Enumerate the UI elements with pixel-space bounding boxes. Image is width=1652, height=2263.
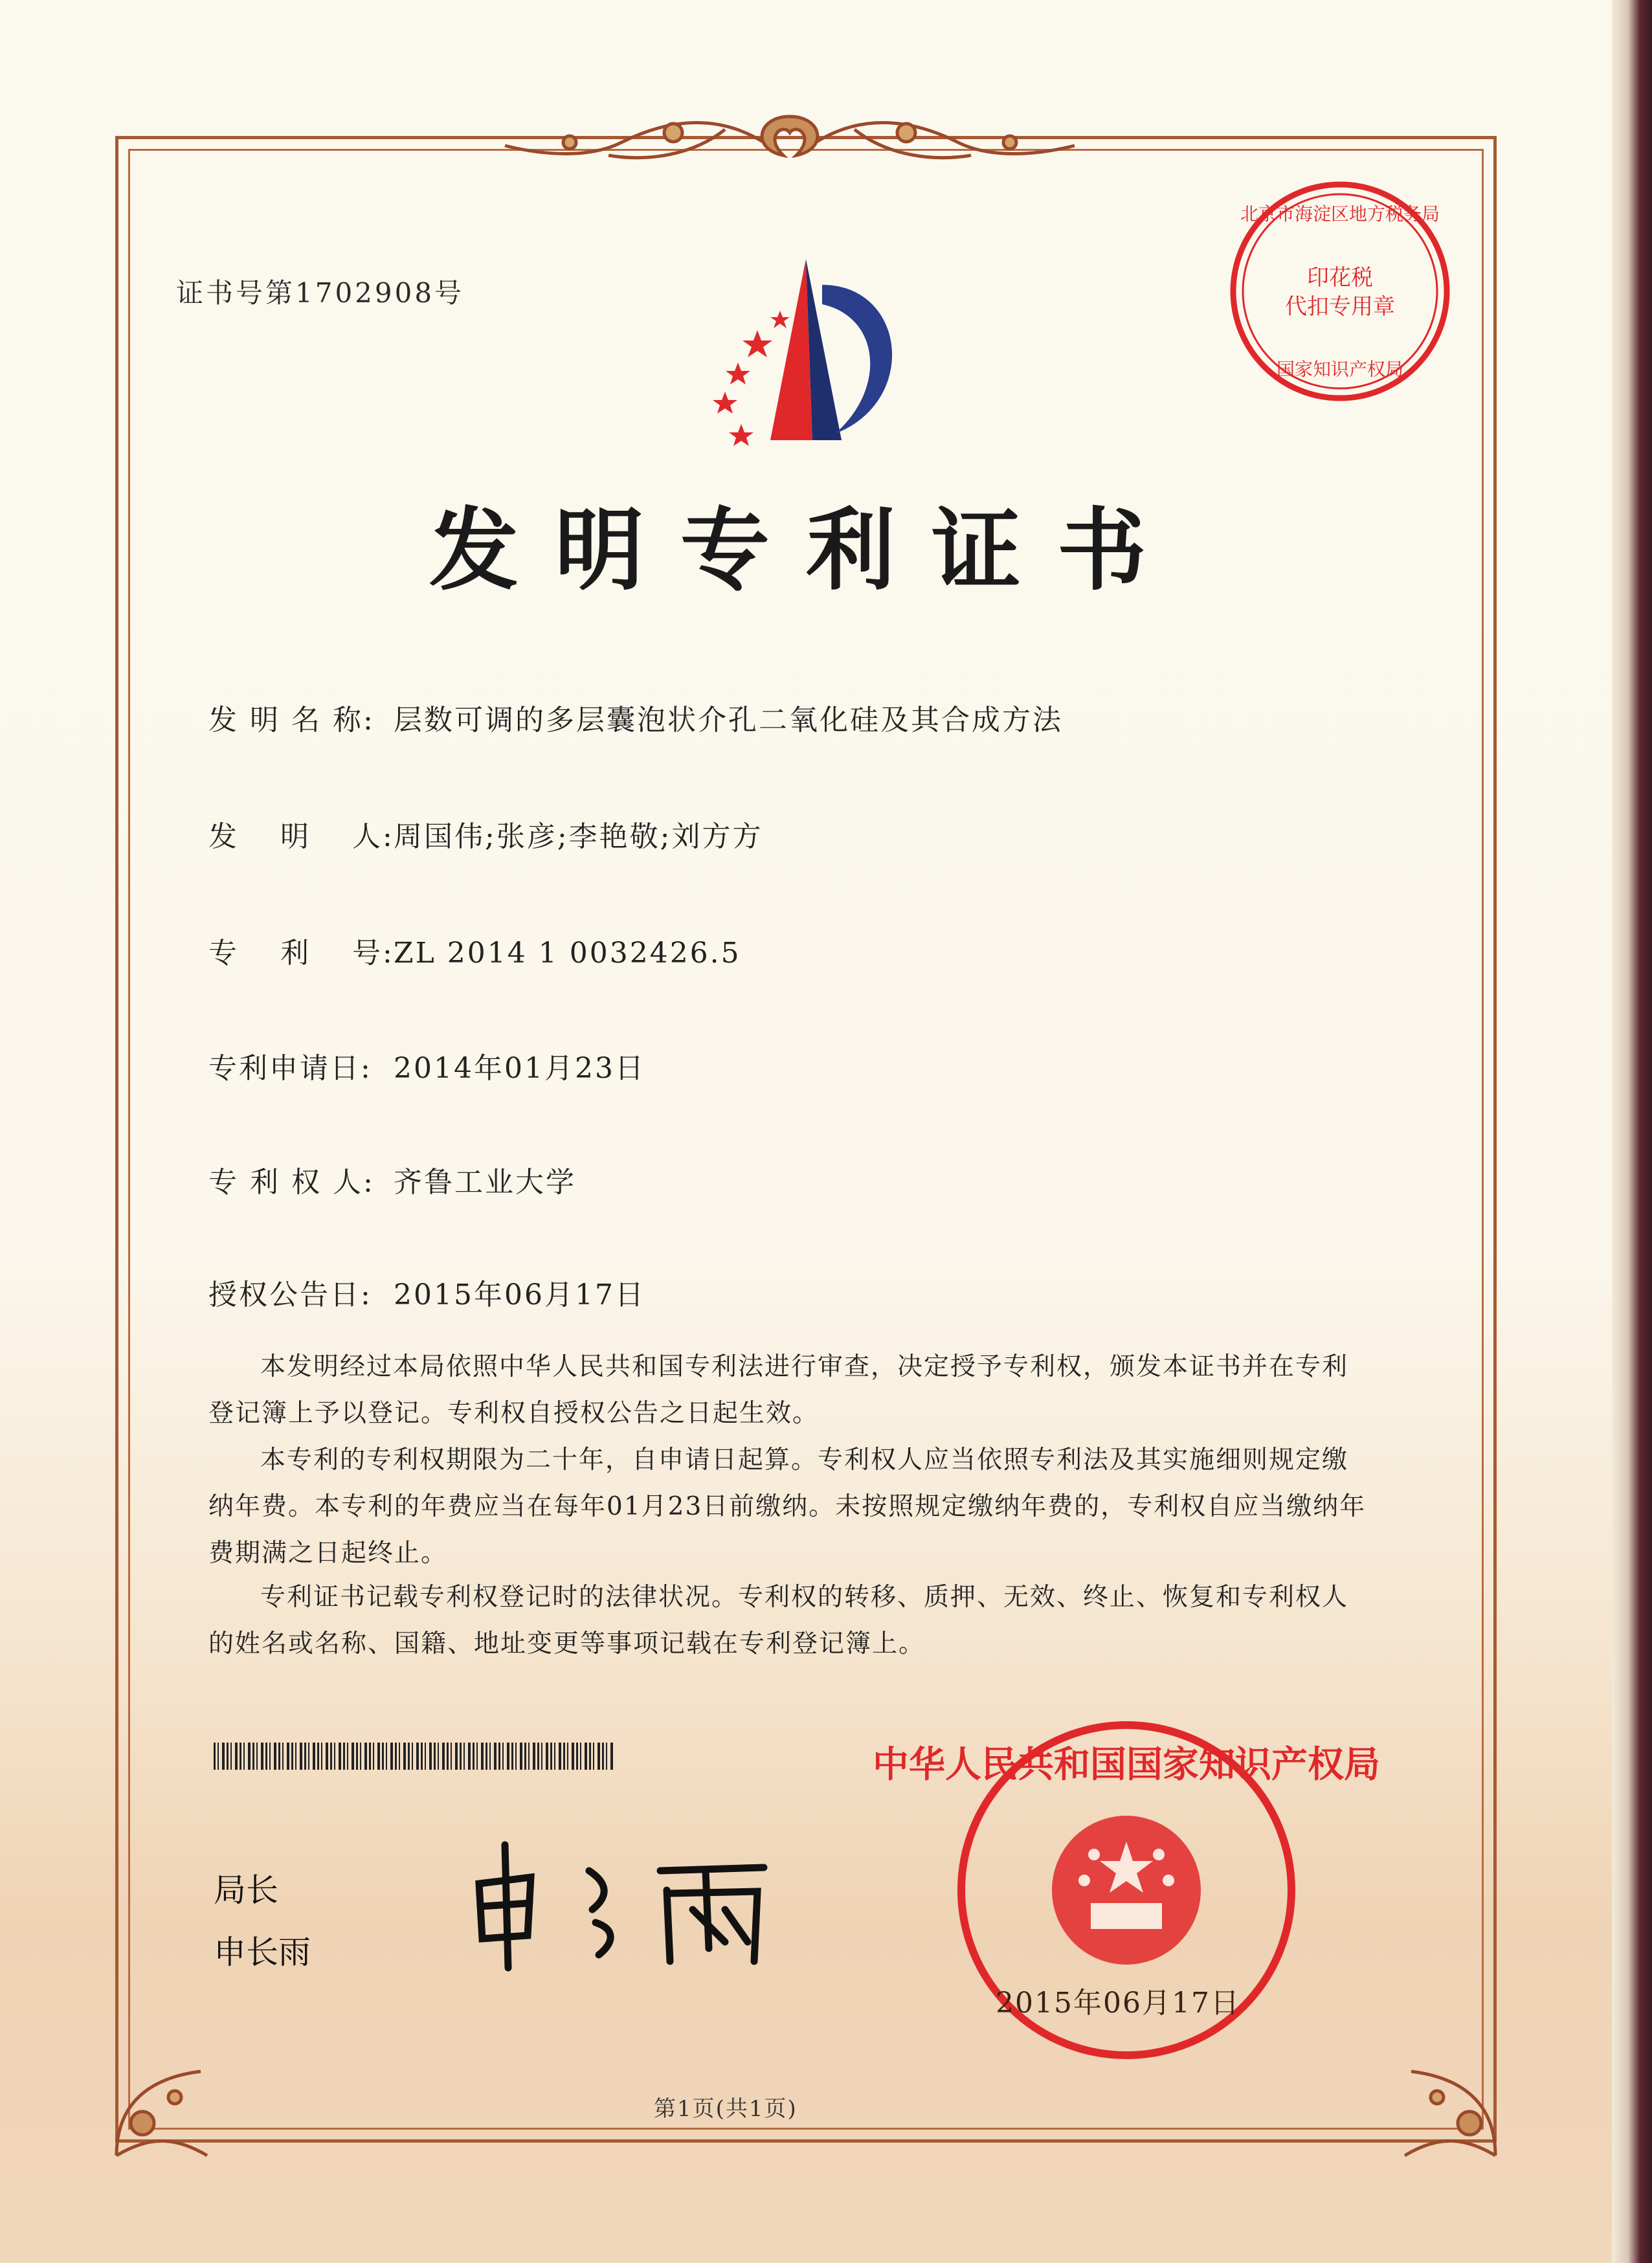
tax-stamp-line1: 印花税 [1307,265,1373,291]
field-value: 2014年01月23日 [394,1052,645,1085]
bottom-right-ornament [1372,2026,1515,2175]
body-paragraph-2: 本专利的专利权期限为二十年，自申请日起算。专利权人应当依照专利法及其实施细则规定缴纳年费。本专利的年费应当在每年01月23日前缴纳。未按照规定缴纳年费的，专利权自应当缴纳年费期满之日起终止。 [208,1445,1367,1568]
binder-edge [1612,0,1652,2263]
certificate-number: 证书号第1702908号 [176,277,465,309]
director-signature [453,1832,816,1981]
body-paragraph-3: 专利证书记载专利权登记时的法律状况。专利权的转移、质押、无效、终止、恢复和专利权人的姓名或名称、国籍、地址变更等事项记载在专利登记簿上。 [208,1583,1349,1658]
bottom-left-ornament [97,2026,240,2175]
field-value: 齐鲁工业大学 [394,1166,576,1199]
field-label: 授权公告日: [208,1278,372,1311]
field-filing-date [208,1045,645,1086]
tax-stamp-line2: 代扣专用章 [1285,294,1395,320]
field-label: 发 明 人: [208,820,394,853]
tax-stamp-ring-text: 北京市海淀区地方税务局 [1240,203,1440,225]
tax-stamp-bottom-text: 国家知识产权局 [1276,359,1404,380]
field-value: 2015年06月17日 [394,1278,645,1311]
field-label: 发 明 名 称: [208,704,375,737]
field-value: 层数可调的多层囊泡状介孔二氧化硅及其合成方法 [394,704,1063,737]
field-inventors [208,813,763,854]
field-grant-date [208,1271,645,1313]
certificate-title: 发明专利证书 [429,498,1183,603]
body-paragraph-1: 本发明经过本局依照中华人民共和国专利法进行审查，决定授予专利权，颁发本证书并在专利登记簿上予以登记。专利权自授权公告之日起生效。 [208,1352,1349,1428]
issue-date: 2015年06月17日 [996,1987,1240,2020]
field-value: 周国伟;张彦;李艳敬;刘方方 [394,820,763,853]
field-invention-name [208,697,1063,738]
field-patentee [208,1159,576,1200]
director-name: 申长雨 [214,1934,311,1971]
field-patent-number [208,930,741,971]
field-label: 专 利 权 人: [208,1166,375,1199]
field-label: 专 利 号: [208,937,394,970]
barcode [214,1743,615,1770]
top-ornament [479,97,1100,194]
sipo-logo-icon [673,246,932,447]
official-seal-text: 中华人民共和国国家知识产权局 [873,1744,1380,1786]
tax-stamp [1223,175,1457,408]
field-label: 专利申请日: [208,1052,372,1085]
page-indicator: 第1页(共1页) [654,2096,798,2122]
director-title: 局长 [214,1871,278,1909]
field-value: ZL 2014 1 0032426.5 [394,937,741,970]
